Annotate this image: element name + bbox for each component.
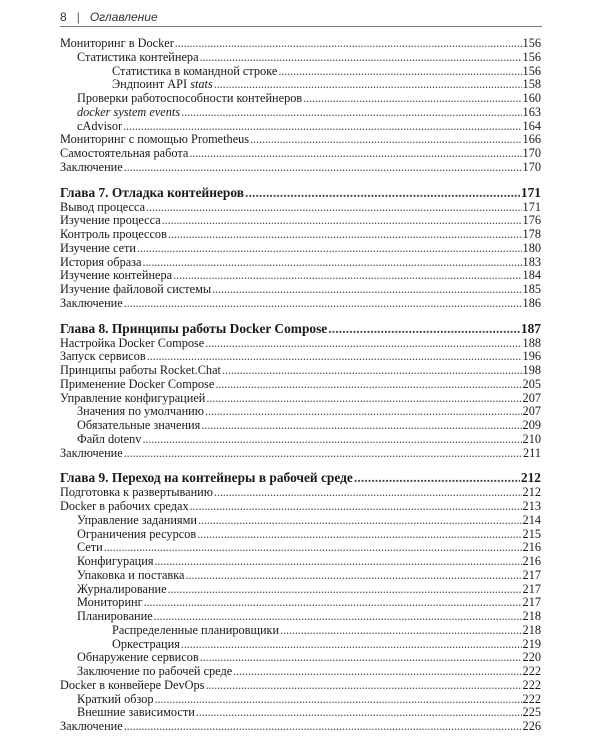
entry-title-text: Распределенные планировщики — [112, 622, 280, 637]
toc-entry[interactable] — [60, 120, 541, 134]
toc-entry[interactable] — [60, 638, 541, 652]
entry-title-italic: docker system events — [77, 104, 181, 119]
dot-leader — [181, 106, 521, 120]
dot-leader — [200, 651, 522, 665]
entry-title — [77, 120, 122, 134]
entry-title-text: Журналирование — [77, 581, 167, 596]
dot-leader — [162, 214, 522, 228]
entry-title — [60, 269, 172, 283]
entry-title-text: Принципы работы Rocket.Chat — [60, 363, 221, 377]
entry-title — [60, 161, 123, 175]
entry-title — [77, 693, 154, 707]
entry-title-text: Мониторинг с помощью Prometheus — [60, 132, 250, 147]
dot-leader — [173, 269, 521, 283]
dot-leader — [124, 297, 522, 311]
entry-title-text: Самостоятельная работа — [60, 146, 189, 160]
entry-title — [77, 541, 103, 555]
dot-leader — [190, 500, 522, 514]
entry-title — [77, 665, 232, 679]
toc-entry[interactable] — [60, 528, 541, 542]
toc-entry[interactable] — [60, 583, 541, 597]
entry-page-number: 218 — [522, 609, 541, 623]
entry-title — [112, 638, 180, 652]
entry-title-text: Контроль процессов — [60, 227, 167, 241]
entry-title — [112, 624, 279, 638]
entry-page-number: 210 — [522, 431, 541, 446]
entry-title — [60, 37, 174, 51]
entry-title — [60, 364, 221, 378]
entry-title — [77, 610, 153, 624]
entry-page-number: 217 — [522, 595, 541, 610]
entry-title-text: Docker в рабочих средах — [60, 499, 189, 513]
entry-page-number: 186 — [522, 295, 541, 310]
entry-title-text: Запуск сервисов — [60, 349, 146, 364]
entry-page-number: 170 — [522, 146, 541, 160]
dot-leader — [214, 486, 522, 500]
entry-title — [60, 392, 205, 406]
dot-leader — [250, 133, 521, 147]
toc-entry[interactable] — [60, 706, 541, 720]
entry-page-number: 176 — [522, 213, 541, 228]
entry-title-text: История образа — [60, 254, 142, 269]
entry-title-text: Мониторинг в Docker — [60, 36, 174, 50]
entry-title-text: Заключение — [60, 159, 123, 174]
entry-title — [60, 321, 327, 336]
entry-title-text: Подготовка к развертыванию — [60, 485, 213, 500]
dot-leader — [222, 364, 522, 378]
entry-title — [77, 51, 199, 65]
toc-entry[interactable] — [60, 514, 541, 528]
dot-leader — [201, 419, 521, 433]
table-of-contents — [60, 37, 541, 744]
toc-entry[interactable] — [60, 665, 541, 679]
entry-page-number: 158 — [522, 77, 541, 92]
entry-page-number: 214 — [522, 512, 541, 527]
entry-page-number: 163 — [522, 104, 541, 119]
entry-title — [112, 78, 213, 92]
entry-page-number: 156 — [522, 49, 541, 64]
toc-entry[interactable] — [60, 161, 541, 175]
dot-leader — [104, 541, 522, 555]
toc-section — [60, 470, 541, 734]
toc-entry[interactable] — [60, 541, 541, 555]
toc-entry[interactable] — [60, 679, 541, 693]
toc-entry[interactable] — [60, 624, 541, 638]
toc-entry[interactable] — [60, 269, 541, 283]
toc-entry[interactable] — [60, 433, 541, 447]
toc-entry[interactable] — [60, 693, 541, 707]
dot-leader — [175, 37, 522, 51]
entry-page-number: 160 — [522, 91, 541, 105]
dot-leader — [137, 242, 522, 256]
entry-page-number: 209 — [522, 418, 541, 432]
toc-entry[interactable] — [60, 419, 541, 433]
entry-title — [60, 297, 123, 311]
toc-entry[interactable] — [60, 51, 541, 65]
toc-entry[interactable] — [60, 596, 541, 610]
toc-entry[interactable] — [60, 405, 541, 419]
entry-page-number: 185 — [522, 282, 541, 296]
entry-page-number: 178 — [522, 227, 541, 241]
entry-title — [77, 106, 180, 120]
entry-title — [77, 514, 197, 528]
entry-title — [60, 337, 204, 351]
entry-page-number: 207 — [522, 390, 541, 405]
entry-title-text: Заключение — [60, 295, 123, 310]
entry-page-number: 156 — [522, 63, 541, 78]
entry-page-number: 216 — [522, 540, 541, 555]
entry-title-text: Глава 9. Переход на контейнеры в рабочей среде — [60, 470, 353, 486]
entry-title-text: Упаковка и поставка — [77, 567, 185, 582]
entry-page-number: 213 — [522, 499, 541, 513]
toc-chapter-entry[interactable] — [60, 185, 541, 200]
entry-title-text: Эндпоинт API — [112, 77, 191, 92]
toc-entry[interactable] — [60, 610, 541, 624]
entry-title-text: Вывод процесса — [60, 199, 146, 214]
entry-title-text: Планирование — [77, 609, 153, 623]
entry-title — [77, 405, 204, 419]
toc-chapter-entry[interactable] — [60, 321, 541, 336]
toc-entry[interactable] — [60, 242, 541, 256]
entry-page-number: 220 — [522, 650, 541, 665]
toc-entry[interactable] — [60, 720, 541, 734]
entry-title — [77, 569, 184, 583]
toc-entry[interactable] — [60, 364, 541, 378]
entry-page-number: 212 — [520, 470, 541, 486]
entry-title — [77, 419, 200, 433]
dot-leader — [146, 201, 521, 215]
entry-page-number: 198 — [522, 363, 541, 377]
entry-page-number: 219 — [522, 636, 541, 651]
entry-title-text: Мониторинг — [77, 595, 143, 610]
entry-page-number: 180 — [522, 240, 541, 255]
dot-leader — [197, 528, 521, 542]
entry-title-text: Заключение по рабочей среде — [77, 664, 233, 678]
dot-leader — [123, 120, 521, 134]
entry-title — [77, 555, 153, 569]
entry-title-italic: stats — [190, 77, 213, 92]
entry-title-text: Применение Docker Compose — [60, 376, 215, 391]
entry-title-text: Статистика в командной строке — [112, 63, 278, 78]
entry-page-number: 226 — [522, 719, 541, 733]
dot-leader — [154, 610, 522, 624]
entry-title — [60, 242, 136, 256]
entry-title-text: Сети — [77, 540, 103, 555]
entry-title — [77, 651, 199, 665]
entry-page-number: 218 — [522, 622, 541, 637]
entry-title-text: Значения по умолчанию — [77, 404, 204, 419]
entry-page-number: 183 — [522, 254, 541, 269]
entry-title — [77, 433, 141, 447]
toc-entry[interactable] — [60, 78, 541, 92]
entry-title — [60, 214, 161, 228]
entry-title-text: Глава 8. Принципы работы Docker Compose — [60, 320, 328, 336]
entry-page-number: 166 — [522, 132, 541, 147]
entry-title — [60, 185, 244, 200]
toc-entry[interactable] — [60, 297, 541, 311]
dot-leader — [147, 350, 522, 364]
header-separator: | — [76, 10, 80, 24]
entry-title-text: Изучение процесса — [60, 213, 161, 228]
entry-title-text: Глава 7. Отладка контейнеров — [60, 184, 244, 200]
entry-title — [60, 228, 167, 242]
entry-title — [112, 65, 277, 79]
entry-page-number: 216 — [522, 554, 541, 568]
entry-title — [60, 256, 142, 270]
dot-leader — [328, 321, 520, 336]
dot-leader — [124, 161, 522, 175]
entry-title — [77, 596, 143, 610]
dot-leader — [205, 337, 521, 351]
entry-title — [60, 447, 123, 461]
dot-leader — [168, 583, 522, 597]
entry-title-text: Изучение сети — [60, 240, 136, 255]
entry-title — [60, 201, 145, 215]
entry-title — [60, 486, 213, 500]
dot-leader — [142, 433, 521, 447]
dot-leader — [205, 405, 522, 419]
toc-entry[interactable] — [60, 337, 541, 351]
entry-title — [77, 92, 302, 106]
dot-leader — [280, 624, 521, 638]
entry-page-number: 188 — [522, 335, 541, 350]
toc-entry[interactable] — [60, 486, 541, 500]
toc-section — [60, 185, 541, 311]
toc-entry[interactable] — [60, 106, 541, 120]
entry-title-text: Обнаружение сервисов — [77, 650, 199, 665]
toc-section — [60, 321, 541, 461]
entry-page-number: 211 — [523, 445, 541, 460]
entry-page-number: 217 — [522, 581, 541, 596]
toc-entry[interactable] — [60, 92, 541, 106]
dot-leader — [154, 555, 521, 569]
entry-title-text: Файл dotenv — [77, 431, 142, 446]
toc-entry[interactable] — [60, 350, 541, 364]
toc-entry[interactable] — [60, 37, 541, 51]
entry-title-text: Настройка Docker Compose — [60, 335, 205, 350]
entry-title — [60, 147, 188, 161]
entry-title-text: Изучение файловой системы — [60, 282, 212, 296]
entry-page-number: 215 — [522, 526, 541, 541]
entry-title-text: Внешние зависимости — [77, 705, 195, 720]
entry-title-text: Статистика контейнера — [77, 49, 199, 64]
dot-leader — [181, 638, 522, 652]
page-number: 8 — [60, 10, 67, 24]
entry-title — [60, 500, 189, 514]
dot-leader — [206, 392, 521, 406]
entry-page-number: 170 — [522, 159, 541, 174]
toc-entry[interactable] — [60, 500, 541, 514]
dot-leader — [143, 256, 522, 270]
entry-title-text: Управление заданиями — [77, 512, 197, 527]
entry-page-number: 212 — [522, 485, 541, 500]
entry-title — [60, 133, 249, 147]
entry-title — [77, 528, 196, 542]
dot-leader — [124, 447, 522, 461]
dot-leader — [214, 78, 522, 92]
entry-page-number: 207 — [522, 404, 541, 419]
entry-page-number: 187 — [520, 320, 541, 336]
entry-title — [77, 583, 167, 597]
dot-leader — [233, 665, 521, 679]
running-header — [60, 8, 542, 27]
toc-entry[interactable] — [60, 378, 541, 392]
entry-title — [77, 706, 195, 720]
dot-leader — [278, 65, 521, 79]
entry-title — [60, 720, 123, 734]
toc-entry[interactable] — [60, 392, 541, 406]
dot-leader — [303, 92, 521, 106]
entry-title-text: Ограничения ресурсов — [77, 526, 197, 541]
entry-title-text: Проверки работоспособности контейнеров — [77, 91, 303, 105]
toc-entry[interactable] — [60, 569, 541, 583]
entry-page-number: 164 — [522, 118, 541, 133]
dot-leader — [185, 569, 521, 583]
toc-section — [60, 37, 541, 175]
entry-page-number: 222 — [522, 664, 541, 678]
dot-leader — [144, 596, 522, 610]
entry-title — [60, 283, 211, 297]
entry-page-number: 222 — [522, 677, 541, 692]
dot-leader — [245, 185, 520, 200]
toc-entry[interactable] — [60, 256, 541, 270]
entry-title — [60, 378, 214, 392]
dot-leader — [124, 720, 522, 734]
toc-entry[interactable] — [60, 65, 541, 79]
entry-page-number: 205 — [522, 376, 541, 391]
entry-title — [60, 679, 204, 693]
toc-entry[interactable] — [60, 201, 541, 215]
entry-title-text: Конфигурация — [77, 554, 154, 568]
toc-entry[interactable] — [60, 555, 541, 569]
entry-title-text: Оркестрация — [112, 636, 180, 651]
entry-page-number: 196 — [522, 349, 541, 364]
dot-leader — [168, 228, 522, 242]
entry-page-number: 171 — [520, 184, 541, 200]
toc-entry[interactable] — [60, 447, 541, 461]
entry-title-text: Docker в конвейере DevOps — [60, 677, 205, 692]
entry-title — [60, 470, 353, 485]
toc-entry[interactable] — [60, 147, 541, 161]
entry-page-number: 171 — [522, 199, 541, 214]
entry-page-number: 156 — [522, 36, 541, 50]
dot-leader — [215, 378, 521, 392]
dot-leader — [212, 283, 521, 297]
entry-title-text: Заключение — [60, 719, 123, 733]
entry-title-text: Изучение контейнера — [60, 268, 173, 283]
toc-entry[interactable] — [60, 651, 541, 665]
entry-title-text: Краткий обзор — [77, 691, 154, 706]
dot-leader — [155, 693, 522, 707]
toc-chapter-entry[interactable] — [60, 470, 541, 485]
entry-title-text: Обязательные значения — [77, 418, 201, 432]
entry-title-text: Управление конфигурацией — [60, 390, 206, 405]
entry-title-text: Заключение — [60, 445, 123, 460]
entry-page-number: 222 — [522, 691, 541, 706]
entry-page-number: 184 — [522, 268, 541, 283]
entry-title-text: cAdvisor — [77, 118, 123, 133]
dot-leader — [205, 679, 521, 693]
dot-leader — [200, 51, 522, 65]
dot-leader — [354, 470, 520, 485]
dot-leader — [198, 514, 522, 528]
toc-entry[interactable] — [60, 228, 541, 242]
dot-leader — [189, 147, 521, 161]
entry-page-number: 217 — [522, 567, 541, 582]
entry-page-number: 225 — [522, 705, 541, 720]
header-title: Оглавление — [89, 10, 158, 24]
dot-leader — [196, 706, 522, 720]
toc-entry[interactable] — [60, 214, 541, 228]
toc-entry[interactable] — [60, 283, 541, 297]
toc-entry[interactable] — [60, 133, 541, 147]
entry-title — [60, 350, 146, 364]
